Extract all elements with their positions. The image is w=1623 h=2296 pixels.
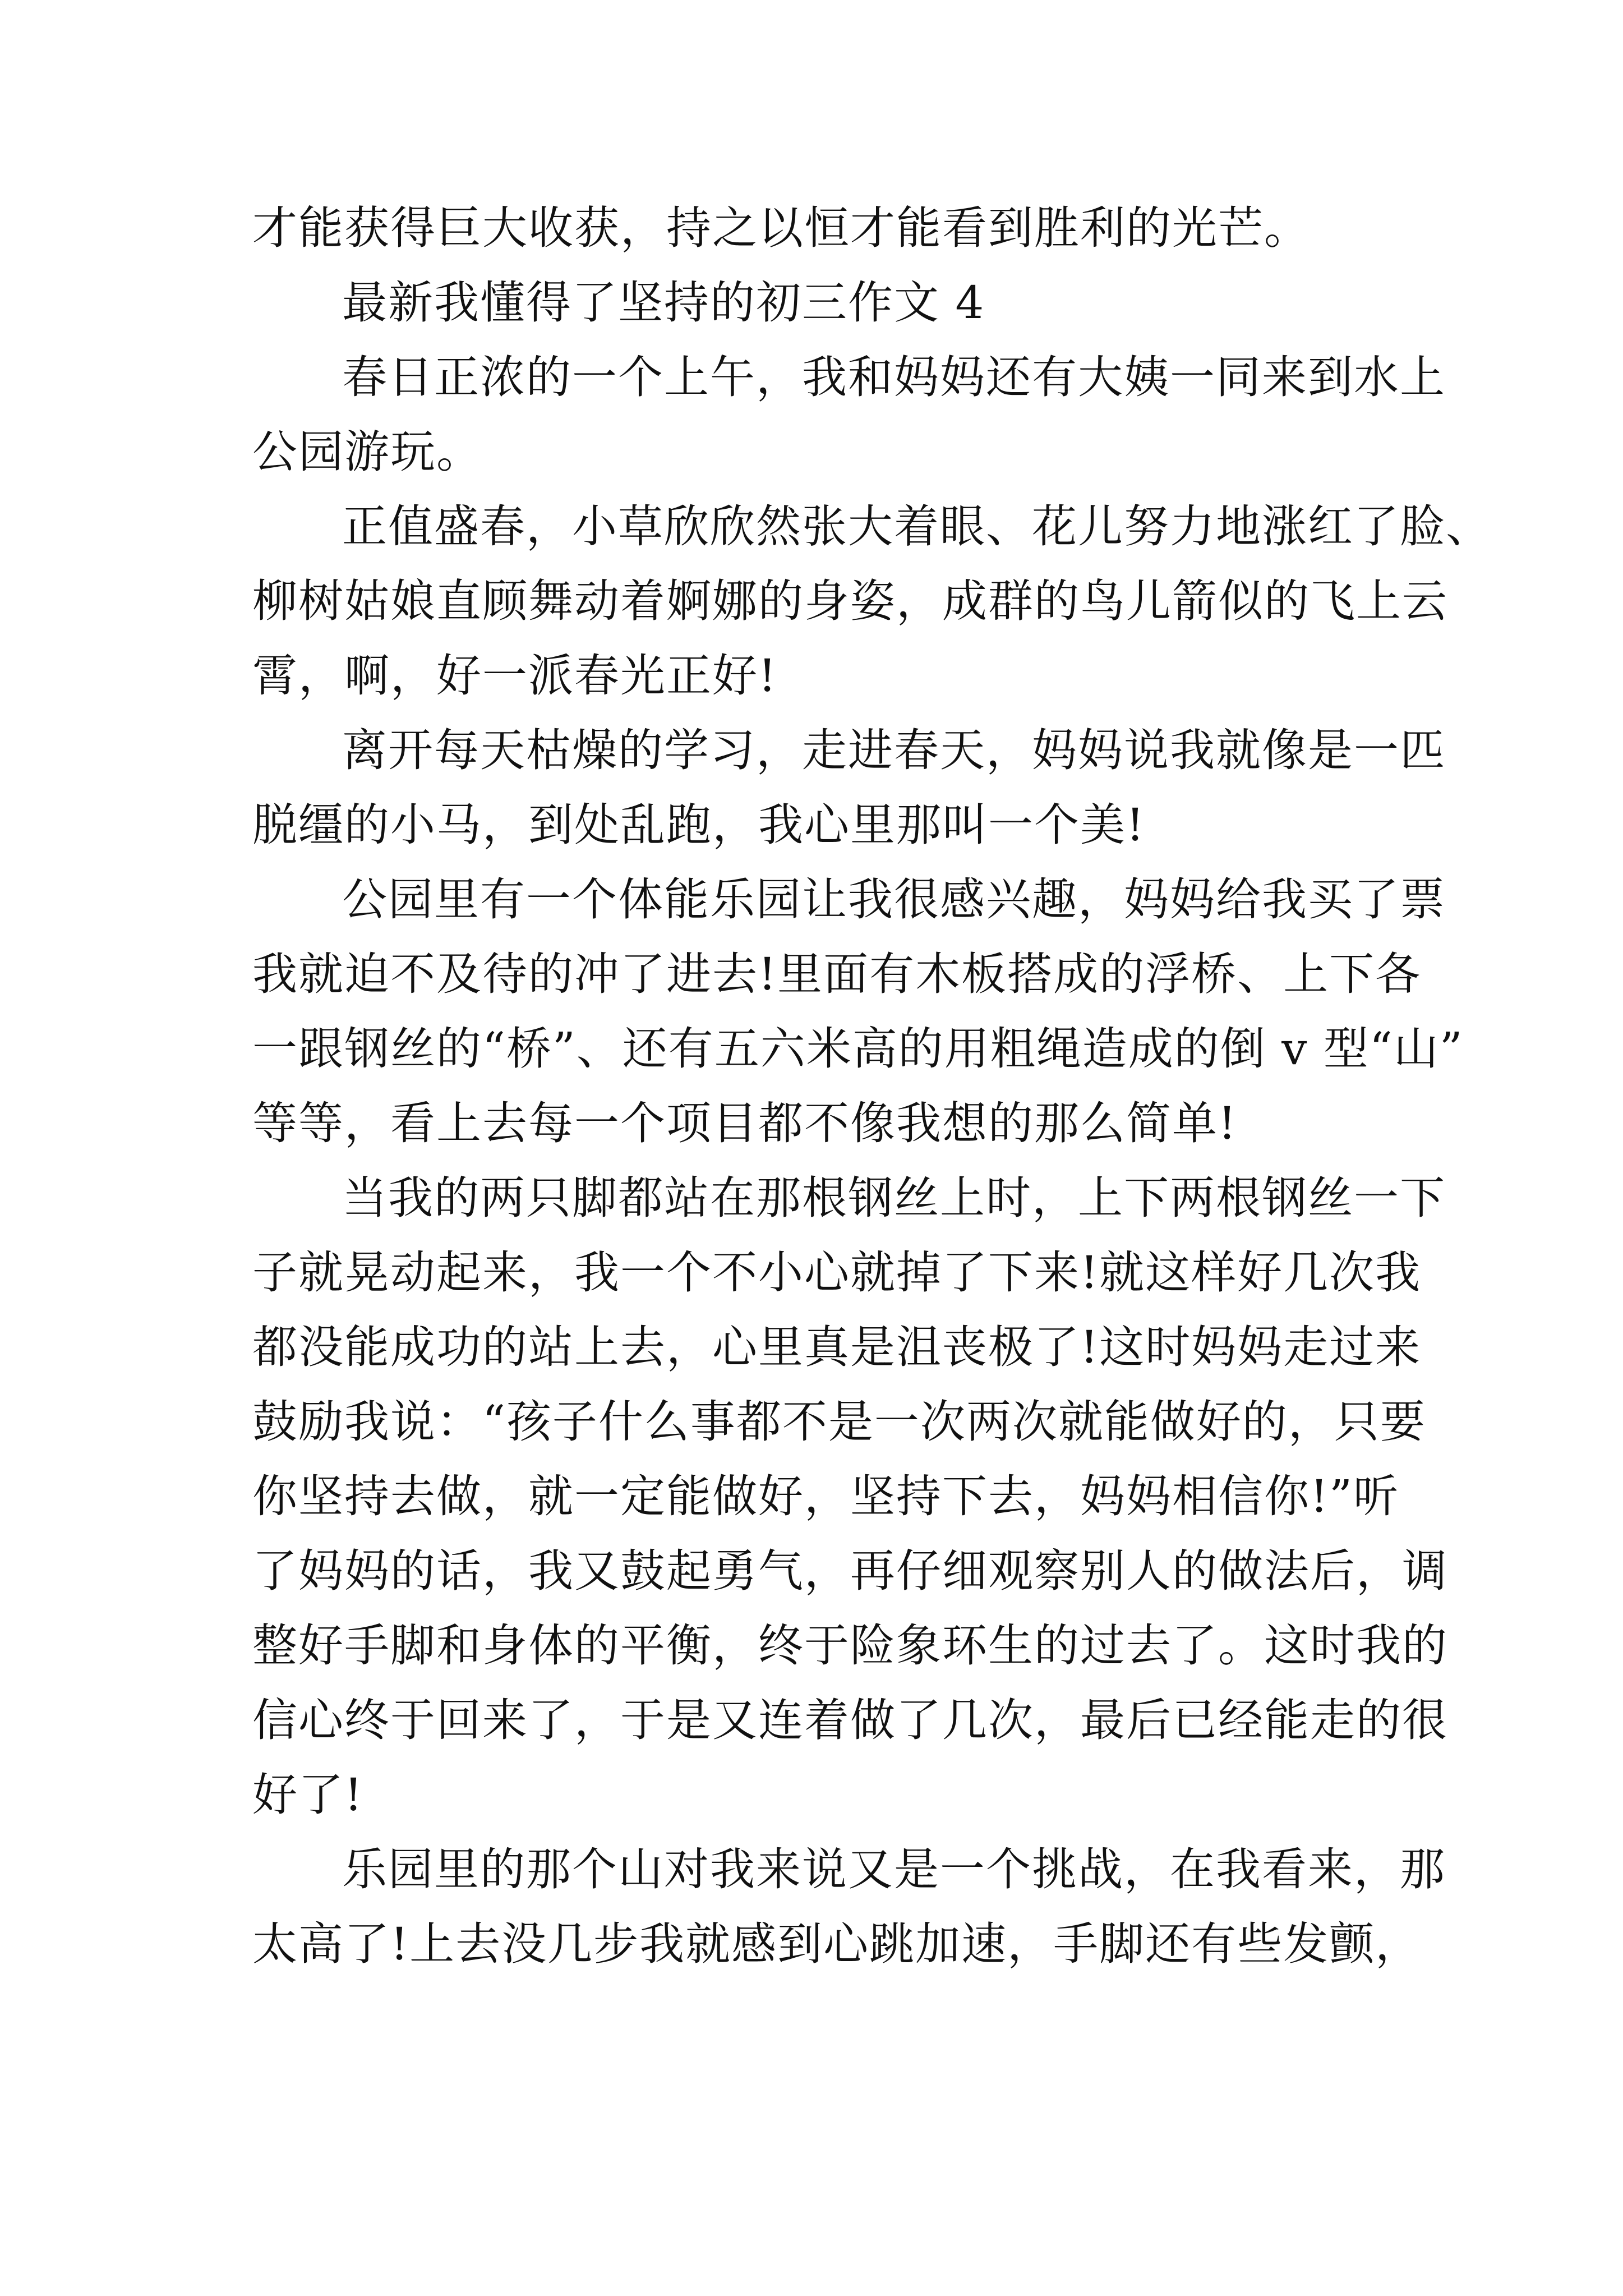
text-line: 乐园里的那个山对我来说又是一个挑战，在我看来，那 xyxy=(342,1843,1446,1895)
document-body xyxy=(252,191,1492,1981)
text-line: 子就晃动起来，我一个不小心就掉了下来!就这样好几次我 xyxy=(252,1246,1422,1299)
text-line: 霄，啊，好一派春光正好! xyxy=(252,650,778,702)
text-line: 你坚持去做，就一定能做好，坚持下去，妈妈相信你!”听 xyxy=(252,1470,1400,1522)
text-line: 当我的两只脚都站在那根钢丝上时，上下两根钢丝一下 xyxy=(342,1172,1446,1224)
text-line: 整好手脚和身体的平衡，终于险象环生的过去了。这时我的 xyxy=(252,1619,1448,1672)
text-line: 都没能成功的站上去，心里真是沮丧极了!这时妈妈走过来 xyxy=(252,1321,1422,1373)
text-line: 离开每天枯燥的学习，走进春天，妈妈说我就像是一匹 xyxy=(342,724,1446,776)
text-line: 正值盛春，小草欣欣然张大着眼、花儿努力地涨红了脸、 xyxy=(342,500,1492,553)
text-line: 信心终于回来了，于是又连着做了几次，最后已经能走的很 xyxy=(252,1694,1448,1746)
text-line: 柳树姑娘直顾舞动着婀娜的身姿，成群的鸟儿箭似的飞上云 xyxy=(252,575,1448,627)
text-line: 脱缰的小马，到处乱跑，我心里那叫一个美! xyxy=(252,799,1146,851)
text-line: 一跟钢丝的“桥”、还有五六米高的用粗绳造成的倒 v 型“山” xyxy=(252,1023,1464,1075)
section-heading: 最新我懂得了坚持的初三作文 4 xyxy=(342,277,985,329)
text-line: 了妈妈的话，我又鼓起勇气，再仔细观察别人的做法后，调 xyxy=(252,1545,1448,1597)
text-line: 太高了!上去没几步我就感到心跳加速，手脚还有些发颤， xyxy=(252,1918,1422,1970)
text-line: 公园里有一个体能乐园让我很感兴趣，妈妈给我买了票 xyxy=(342,873,1446,926)
text-line: 公园游玩。 xyxy=(252,426,482,478)
text-line: 好了! xyxy=(252,1769,364,1821)
text-line: 才能获得巨大收获，持之以恒才能看到胜利的光芒。 xyxy=(252,202,1310,254)
text-line: 我就迫不及待的冲了进去!里面有木板搭成的浮桥、上下各 xyxy=(252,948,1422,1000)
text-line: 春日正浓的一个上午，我和妈妈还有大姨一同来到水上 xyxy=(342,351,1446,403)
text-line: 鼓励我说：“孩子什么事都不是一次两次就能做好的，只要 xyxy=(252,1396,1426,1448)
text-line: 等等，看上去每一个项目都不像我想的那么简单! xyxy=(252,1097,1238,1149)
